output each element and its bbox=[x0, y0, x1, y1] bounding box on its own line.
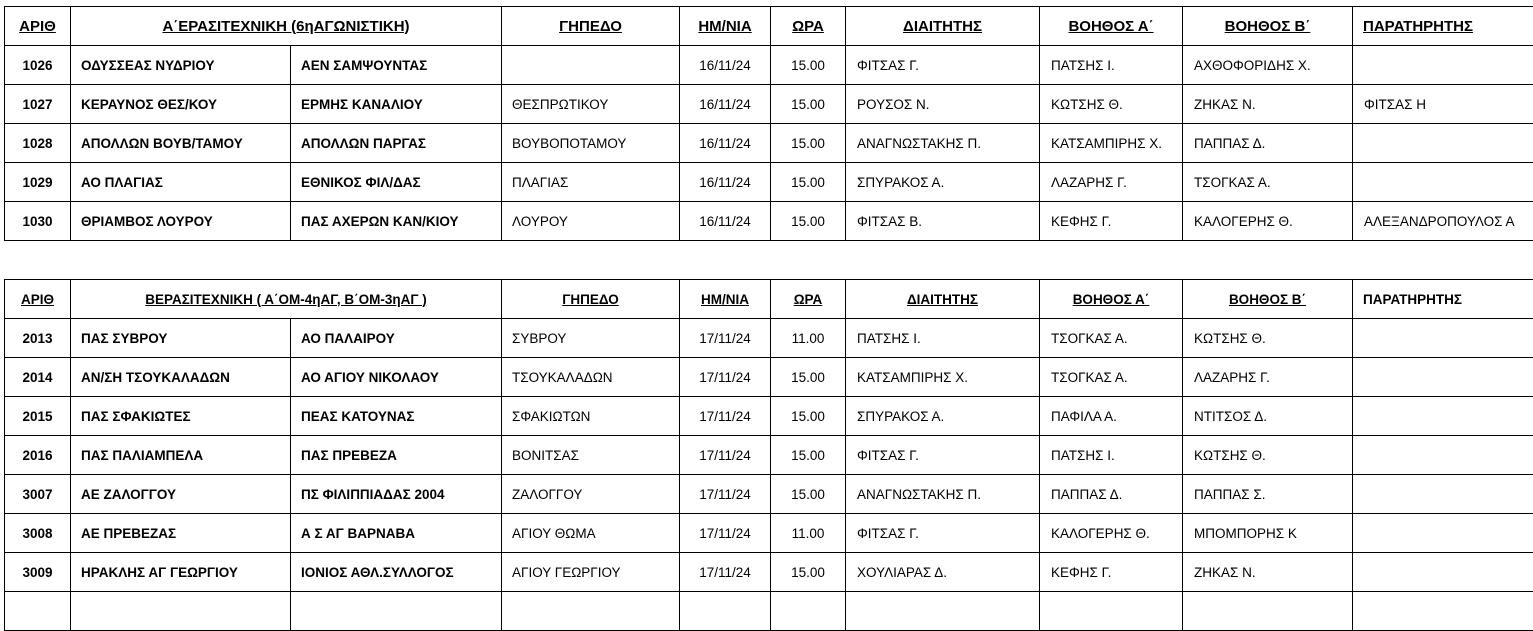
referee-cell: ΣΠΥΡΑΚΟΣ Α. bbox=[846, 397, 1040, 436]
table-row bbox=[5, 85, 1533, 124]
match-number-cell: 1027 bbox=[5, 85, 71, 124]
referee-cell: ΑΝΑΓΝΩΣΤΑΚΗΣ Π. bbox=[846, 475, 1040, 514]
observer-cell bbox=[1353, 319, 1533, 358]
assistant-a-cell: ΠΑΠΠΑΣ Δ. bbox=[1040, 475, 1183, 514]
assistant-a-cell bbox=[1040, 592, 1183, 631]
match-number-cell: 3007 bbox=[5, 475, 71, 514]
home-team-cell: ΟΔΥΣΣΕΑΣ ΝΥΔΡΙΟΥ bbox=[71, 46, 291, 85]
away-team-cell: ΠΣ ΦΙΛΙΠΠΙΑΔΑΣ 2004 bbox=[291, 475, 502, 514]
assistant-b-cell: ΠΑΠΠΑΣ Σ. bbox=[1183, 475, 1353, 514]
referee-cell: ΧΟΥΛΙΑΡΑΣ Δ. bbox=[846, 553, 1040, 592]
field-cell: ΛΟΥΡΟΥ bbox=[502, 202, 680, 241]
field-cell: ΒΟΝΙΤΣΑΣ bbox=[502, 436, 680, 475]
senior-a-schedule-table bbox=[4, 6, 1533, 241]
observer-cell: ΑΛΕΞΑΝΔΡΟΠΟΥΛΟΣ Α bbox=[1353, 202, 1533, 241]
header-observer: ΠΑΡΑΤΗΡΗΤΗΣ bbox=[1353, 280, 1533, 319]
field-cell: ΘΕΣΠΡΩΤΙΚΟΥ bbox=[502, 85, 680, 124]
observer-cell bbox=[1353, 358, 1533, 397]
assistant-a-cell: ΛΑΖΑΡΗΣ Γ. bbox=[1040, 163, 1183, 202]
table-row bbox=[5, 202, 1533, 241]
referee-cell bbox=[846, 592, 1040, 631]
assistant-b-cell: ΛΑΖΑΡΗΣ Γ. bbox=[1183, 358, 1353, 397]
date-cell: 17/11/24 bbox=[680, 436, 771, 475]
match-number-cell bbox=[5, 592, 71, 631]
table-row bbox=[5, 436, 1533, 475]
referee-cell: ΣΠΥΡΑΚΟΣ Α. bbox=[846, 163, 1040, 202]
time-cell: 15.00 bbox=[771, 397, 846, 436]
time-cell: 15.00 bbox=[771, 475, 846, 514]
field-cell: ΤΣΟΥΚΑΛΑΔΩΝ bbox=[502, 358, 680, 397]
senior-b-schedule-table bbox=[4, 279, 1533, 631]
match-number-cell: 1028 bbox=[5, 124, 71, 163]
field-cell: ΠΛΑΓΙΑΣ bbox=[502, 163, 680, 202]
match-number-cell: 2014 bbox=[5, 358, 71, 397]
assistant-b-cell: ΖΗΚΑΣ Ν. bbox=[1183, 553, 1353, 592]
date-cell: 17/11/24 bbox=[680, 397, 771, 436]
referee-cell: ΠΑΤΣΗΣ Ι. bbox=[846, 319, 1040, 358]
home-team-cell: ΑΟ ΠΛΑΓΙΑΣ bbox=[71, 163, 291, 202]
field-cell: ΣΦΑΚΙΩΤΩΝ bbox=[502, 397, 680, 436]
observer-cell bbox=[1353, 553, 1533, 592]
assistant-b-cell: ΚΑΛΟΓΕΡΗΣ Θ. bbox=[1183, 202, 1353, 241]
away-team-cell: ΠΑΣ ΠΡΕΒΕΖΑ bbox=[291, 436, 502, 475]
observer-cell bbox=[1353, 163, 1533, 202]
away-team-cell: ΠΕΑΣ ΚΑΤΟΥΝΑΣ bbox=[291, 397, 502, 436]
assistant-b-cell: ΚΩΤΣΗΣ Θ. bbox=[1183, 319, 1353, 358]
table-row bbox=[5, 592, 1533, 631]
away-team-cell: Α Σ ΑΓ ΒΑΡΝΑΒΑ bbox=[291, 514, 502, 553]
referee-cell: ΦΙΤΣΑΣ Γ. bbox=[846, 514, 1040, 553]
header-referee: ΔΙΑΙΤΗΤΗΣ bbox=[846, 7, 1040, 46]
header-referee: ΔΙΑΙΤΗΤΗΣ bbox=[846, 280, 1040, 319]
header-category: Α΄ΕΡΑΣΙΤΕΧΝΙΚΗ (6ηΑΓΩΝΙΣΤΙΚΗ) bbox=[71, 7, 502, 46]
header-num: ΑΡΙΘ bbox=[5, 280, 71, 319]
assistant-a-cell: ΚΩΤΣΗΣ Θ. bbox=[1040, 85, 1183, 124]
header-date: ΗΜ/ΝΙΑ bbox=[680, 280, 771, 319]
time-cell: 15.00 bbox=[771, 124, 846, 163]
match-number-cell: 2015 bbox=[5, 397, 71, 436]
table-row bbox=[5, 163, 1533, 202]
assistant-a-cell: ΚΕΦΗΣ Γ. bbox=[1040, 553, 1183, 592]
home-team-cell: ΗΡΑΚΛΗΣ ΑΓ ΓΕΩΡΓΙΟΥ bbox=[71, 553, 291, 592]
away-team-cell: ΕΘΝΙΚΟΣ ΦΙΛ/ΔΑΣ bbox=[291, 163, 502, 202]
table-row bbox=[5, 553, 1533, 592]
field-cell: ΒΟΥΒΟΠΟΤΑΜΟΥ bbox=[502, 124, 680, 163]
date-cell: 17/11/24 bbox=[680, 358, 771, 397]
assistant-a-cell: ΚΑΤΣΑΜΠΙΡΗΣ Χ. bbox=[1040, 124, 1183, 163]
time-cell: 15.00 bbox=[771, 358, 846, 397]
assistant-b-cell: ΜΠΟΜΠΟΡΗΣ Κ bbox=[1183, 514, 1353, 553]
assistant-a-cell: ΤΣΟΓΚΑΣ Α. bbox=[1040, 319, 1183, 358]
away-team-cell: ΠΑΣ ΑΧΕΡΩΝ ΚΑΝ/ΚΙΟΥ bbox=[291, 202, 502, 241]
assistant-b-cell: ΝΤΙΤΣΟΣ Δ. bbox=[1183, 397, 1353, 436]
home-team-cell: ΠΑΣ ΣΦΑΚΙΩΤΕΣ bbox=[71, 397, 291, 436]
date-cell: 17/11/24 bbox=[680, 319, 771, 358]
table-header-row bbox=[5, 280, 1533, 319]
home-team-cell: ΑΝ/ΣΗ ΤΣΟΥΚΑΛΑΔΩΝ bbox=[71, 358, 291, 397]
away-team-cell: ΕΡΜΗΣ ΚΑΝΑΛΙΟΥ bbox=[291, 85, 502, 124]
away-team-cell bbox=[291, 592, 502, 631]
referee-cell: ΚΑΤΣΑΜΠΙΡΗΣ Χ. bbox=[846, 358, 1040, 397]
time-cell: 15.00 bbox=[771, 163, 846, 202]
referee-cell: ΑΝΑΓΝΩΣΤΑΚΗΣ Π. bbox=[846, 124, 1040, 163]
field-cell: ΖΑΛΟΓΓΟΥ bbox=[502, 475, 680, 514]
table-row bbox=[5, 475, 1533, 514]
home-team-cell: ΘΡΙΑΜΒΟΣ ΛΟΥΡΟΥ bbox=[71, 202, 291, 241]
date-cell: 16/11/24 bbox=[680, 46, 771, 85]
referee-cell: ΦΙΤΣΑΣ Γ. bbox=[846, 436, 1040, 475]
away-team-cell: ΑΕΝ ΣΑΜΨΟΥΝΤΑΣ bbox=[291, 46, 502, 85]
table-row bbox=[5, 397, 1533, 436]
header-assistant-b: ΒΟΗΘΟΣ Β΄ bbox=[1183, 280, 1353, 319]
header-assistant-a: ΒΟΗΘΟΣ Α΄ bbox=[1040, 280, 1183, 319]
away-team-cell: ΑΟ ΠΑΛΑΙΡΟΥ bbox=[291, 319, 502, 358]
date-cell: 16/11/24 bbox=[680, 202, 771, 241]
date-cell: 16/11/24 bbox=[680, 163, 771, 202]
header-observer: ΠΑΡΑΤΗΡΗΤΗΣ bbox=[1353, 7, 1533, 46]
time-cell: 15.00 bbox=[771, 202, 846, 241]
assistant-b-cell: ΖΗΚΑΣ Ν. bbox=[1183, 85, 1353, 124]
assistant-a-cell: ΚΑΛΟΓΕΡΗΣ Θ. bbox=[1040, 514, 1183, 553]
time-cell: 15.00 bbox=[771, 85, 846, 124]
observer-cell bbox=[1353, 124, 1533, 163]
header-date: ΗΜ/ΝΙΑ bbox=[680, 7, 771, 46]
assistant-a-cell: ΤΣΟΓΚΑΣ Α. bbox=[1040, 358, 1183, 397]
observer-cell bbox=[1353, 475, 1533, 514]
match-number-cell: 1030 bbox=[5, 202, 71, 241]
observer-cell bbox=[1353, 436, 1533, 475]
away-team-cell: ΑΠΟΛΛΩΝ ΠΑΡΓΑΣ bbox=[291, 124, 502, 163]
table-row bbox=[5, 319, 1533, 358]
table-header-row bbox=[5, 7, 1533, 46]
date-cell: 16/11/24 bbox=[680, 85, 771, 124]
observer-cell bbox=[1353, 592, 1533, 631]
header-time: ΩΡΑ bbox=[771, 7, 846, 46]
date-cell: 17/11/24 bbox=[680, 553, 771, 592]
observer-cell bbox=[1353, 514, 1533, 553]
assistant-b-cell: ΚΩΤΣΗΣ Θ. bbox=[1183, 436, 1353, 475]
header-assistant-a: ΒΟΗΘΟΣ Α΄ bbox=[1040, 7, 1183, 46]
field-cell: ΣΥΒΡΟΥ bbox=[502, 319, 680, 358]
assistant-a-cell: ΠΑΦΙΛΑ Α. bbox=[1040, 397, 1183, 436]
away-team-cell: ΙΟΝΙΟΣ ΑΘΛ.ΣΥΛΛΟΓΟΣ bbox=[291, 553, 502, 592]
referee-cell: ΦΙΤΣΑΣ Γ. bbox=[846, 46, 1040, 85]
header-time: ΩΡΑ bbox=[771, 280, 846, 319]
table-row bbox=[5, 514, 1533, 553]
header-category: ΒΕΡΑΣΙΤΕΧΝΙΚΗ ( Α΄ΟΜ-4ηΑΓ, Β΄ΟΜ-3ηΑΓ ) bbox=[71, 280, 502, 319]
time-cell: 15.00 bbox=[771, 46, 846, 85]
table-row bbox=[5, 46, 1533, 85]
assistant-a-cell: ΠΑΤΣΗΣ Ι. bbox=[1040, 46, 1183, 85]
assistant-b-cell: ΑΧΘΟΦΟΡΙΔΗΣ Χ. bbox=[1183, 46, 1353, 85]
home-team-cell: ΑΕ ΠΡΕΒΕΖΑΣ bbox=[71, 514, 291, 553]
match-number-cell: 2016 bbox=[5, 436, 71, 475]
home-team-cell: ΑΕ ΖΑΛΟΓΓΟΥ bbox=[71, 475, 291, 514]
time-cell: 15.00 bbox=[771, 553, 846, 592]
away-team-cell: ΑΟ ΑΓΙΟΥ ΝΙΚΟΛΑΟΥ bbox=[291, 358, 502, 397]
home-team-cell bbox=[71, 592, 291, 631]
date-cell bbox=[680, 592, 771, 631]
header-field: ΓΗΠΕΔΟ bbox=[502, 280, 680, 319]
home-team-cell: ΚΕΡΑΥΝΟΣ ΘΕΣ/ΚΟΥ bbox=[71, 85, 291, 124]
home-team-cell: ΠΑΣ ΣΥΒΡΟΥ bbox=[71, 319, 291, 358]
header-field: ΓΗΠΕΔΟ bbox=[502, 7, 680, 46]
table-row bbox=[5, 358, 1533, 397]
match-number-cell: 1029 bbox=[5, 163, 71, 202]
assistant-a-cell: ΚΕΦΗΣ Γ. bbox=[1040, 202, 1183, 241]
referee-cell: ΡΟΥΣΟΣ Ν. bbox=[846, 85, 1040, 124]
field-cell: ΑΓΙΟΥ ΓΕΩΡΓΙΟΥ bbox=[502, 553, 680, 592]
field-cell bbox=[502, 592, 680, 631]
home-team-cell: ΑΠΟΛΛΩΝ ΒΟΥΒ/ΤΑΜΟΥ bbox=[71, 124, 291, 163]
assistant-b-cell: ΠΑΠΠΑΣ Δ. bbox=[1183, 124, 1353, 163]
field-cell: ΑΓΙΟΥ ΘΩΜΑ bbox=[502, 514, 680, 553]
time-cell bbox=[771, 592, 846, 631]
time-cell: 15.00 bbox=[771, 436, 846, 475]
home-team-cell: ΠΑΣ ΠΑΛΙΑΜΠΕΛΑ bbox=[71, 436, 291, 475]
time-cell: 11.00 bbox=[771, 514, 846, 553]
observer-cell bbox=[1353, 46, 1533, 85]
field-cell bbox=[502, 46, 680, 85]
observer-cell bbox=[1353, 397, 1533, 436]
table-row bbox=[5, 124, 1533, 163]
assistant-b-cell: ΤΣΟΓΚΑΣ Α. bbox=[1183, 163, 1353, 202]
date-cell: 16/11/24 bbox=[680, 124, 771, 163]
match-number-cell: 3008 bbox=[5, 514, 71, 553]
observer-cell: ΦΙΤΣΑΣ Η bbox=[1353, 85, 1533, 124]
assistant-b-cell bbox=[1183, 592, 1353, 631]
match-number-cell: 1026 bbox=[5, 46, 71, 85]
date-cell: 17/11/24 bbox=[680, 514, 771, 553]
referee-cell: ΦΙΤΣΑΣ Β. bbox=[846, 202, 1040, 241]
match-number-cell: 2013 bbox=[5, 319, 71, 358]
date-cell: 17/11/24 bbox=[680, 475, 771, 514]
time-cell: 11.00 bbox=[771, 319, 846, 358]
header-assistant-b: ΒΟΗΘΟΣ Β΄ bbox=[1183, 7, 1353, 46]
match-number-cell: 3009 bbox=[5, 553, 71, 592]
assistant-a-cell: ΠΑΤΣΗΣ Ι. bbox=[1040, 436, 1183, 475]
header-num: ΑΡΙΘ bbox=[5, 7, 71, 46]
